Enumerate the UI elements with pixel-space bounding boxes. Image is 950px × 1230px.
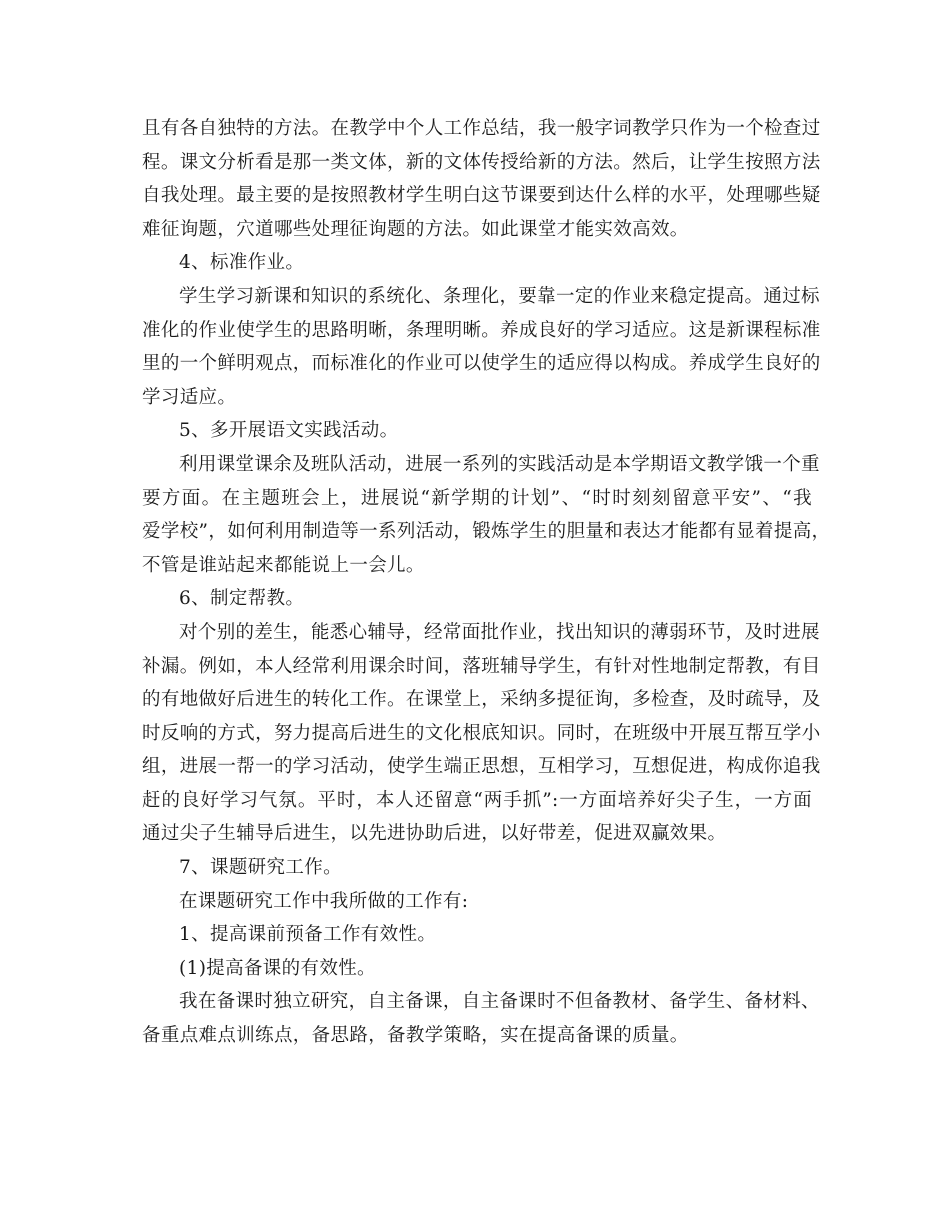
paragraph-line: 程。课文分析看是那一类文体，新的文体传授给新的方法。然后，让学生按照方法: [142, 151, 821, 173]
paragraph-line: 在课题研究工作中我所做的工作有:: [179, 890, 469, 912]
subsection-heading: 1、提高课前预备工作有效性。: [179, 924, 437, 946]
section-heading: 5、多开展语文实践活动。: [179, 420, 399, 442]
paragraph-line: 且有各自独特的方法。在教学中个人工作总结，我一般字词教学只作为一个检查过: [142, 118, 821, 139]
paragraph-line: 要方面。在主题班会上，进展说“新学期的计划”、“时时刻刻留意平安”、“我: [142, 487, 812, 509]
paragraph-line: 的有地做好后进生的转化工作。在课堂上，采纳多提征询，多检查，及时疏导，及: [142, 689, 821, 711]
paragraph-line: 时反响的方式，努力提高后进生的文化根底知识。同时，在班级中开展互帮互学小: [142, 722, 821, 744]
paragraph-line: 我在备课时独立研究，自主备课，自主备课时不但备教材、备学生、备材料、: [179, 991, 820, 1013]
paragraph-line: 组，进展一帮一的学习活动，使学生端正思想，互相学习，互想促进，构成你追我: [142, 756, 821, 778]
section-heading: 7、课题研究工作。: [179, 857, 342, 879]
paragraph-line: 学习适应。: [142, 386, 237, 408]
paragraph-line: 不管是谁站起来都能说上一会儿。: [142, 554, 425, 576]
paragraph-line: 爱学校”，如何利用制造等一系列活动，锻炼学生的胆量和表达才能都有显着提高，: [142, 521, 831, 543]
paragraph-line: 赶的良好学习气氛。平时，本人还留意“两手抓”:一方面培养好尖子生，一方面: [142, 789, 812, 811]
document-page: [142, 112, 831, 1053]
paragraph-line: 备重点难点训练点，备思路，备教学策略，实在提高备课的质量。: [142, 1025, 689, 1047]
paragraph-line: 利用课堂课余及班队活动，进展一系列的实践活动是本学期语文教学饿一个重: [179, 453, 820, 475]
paragraph-line: 里的一个鲜明观点，而标准化的作业可以使学生的适应得以构成。养成学生良好的: [142, 353, 821, 375]
subsection-heading: (1)提高备课的有效性。: [179, 957, 376, 979]
paragraph-line: 自我处理。最主要的是按照教材学生明白这节课要到达什么样的水平，处理哪些疑: [142, 185, 821, 207]
paragraph-line: 对个别的差生，能悉心辅导，经常面批作业，找出知识的薄弱环节，及时进展: [179, 621, 820, 643]
paragraph-line: 准化的作业使学生的思路明晰，条理明晰。养成良好的学习适应。这是新课程标准: [142, 319, 821, 341]
section-heading: 4、标准作业。: [179, 252, 305, 274]
paragraph-line: 补漏。例如，本人经常利用课余时间，落班辅导学生，有针对性地制定帮教，有目: [142, 655, 821, 677]
paragraph-line: 学生学习新课和知识的系统化、条理化，要靠一定的作业来稳定提高。通过标: [179, 285, 820, 307]
section-heading: 6、制定帮教。: [179, 588, 305, 610]
paragraph-line: 难征询题，穴道哪些处理征询题的方法。如此课堂才能实效高效。: [142, 218, 689, 240]
paragraph-line: 通过尖子生辅导后进生，以先进协助后进，以好带差，促进双赢效果。: [142, 823, 727, 845]
